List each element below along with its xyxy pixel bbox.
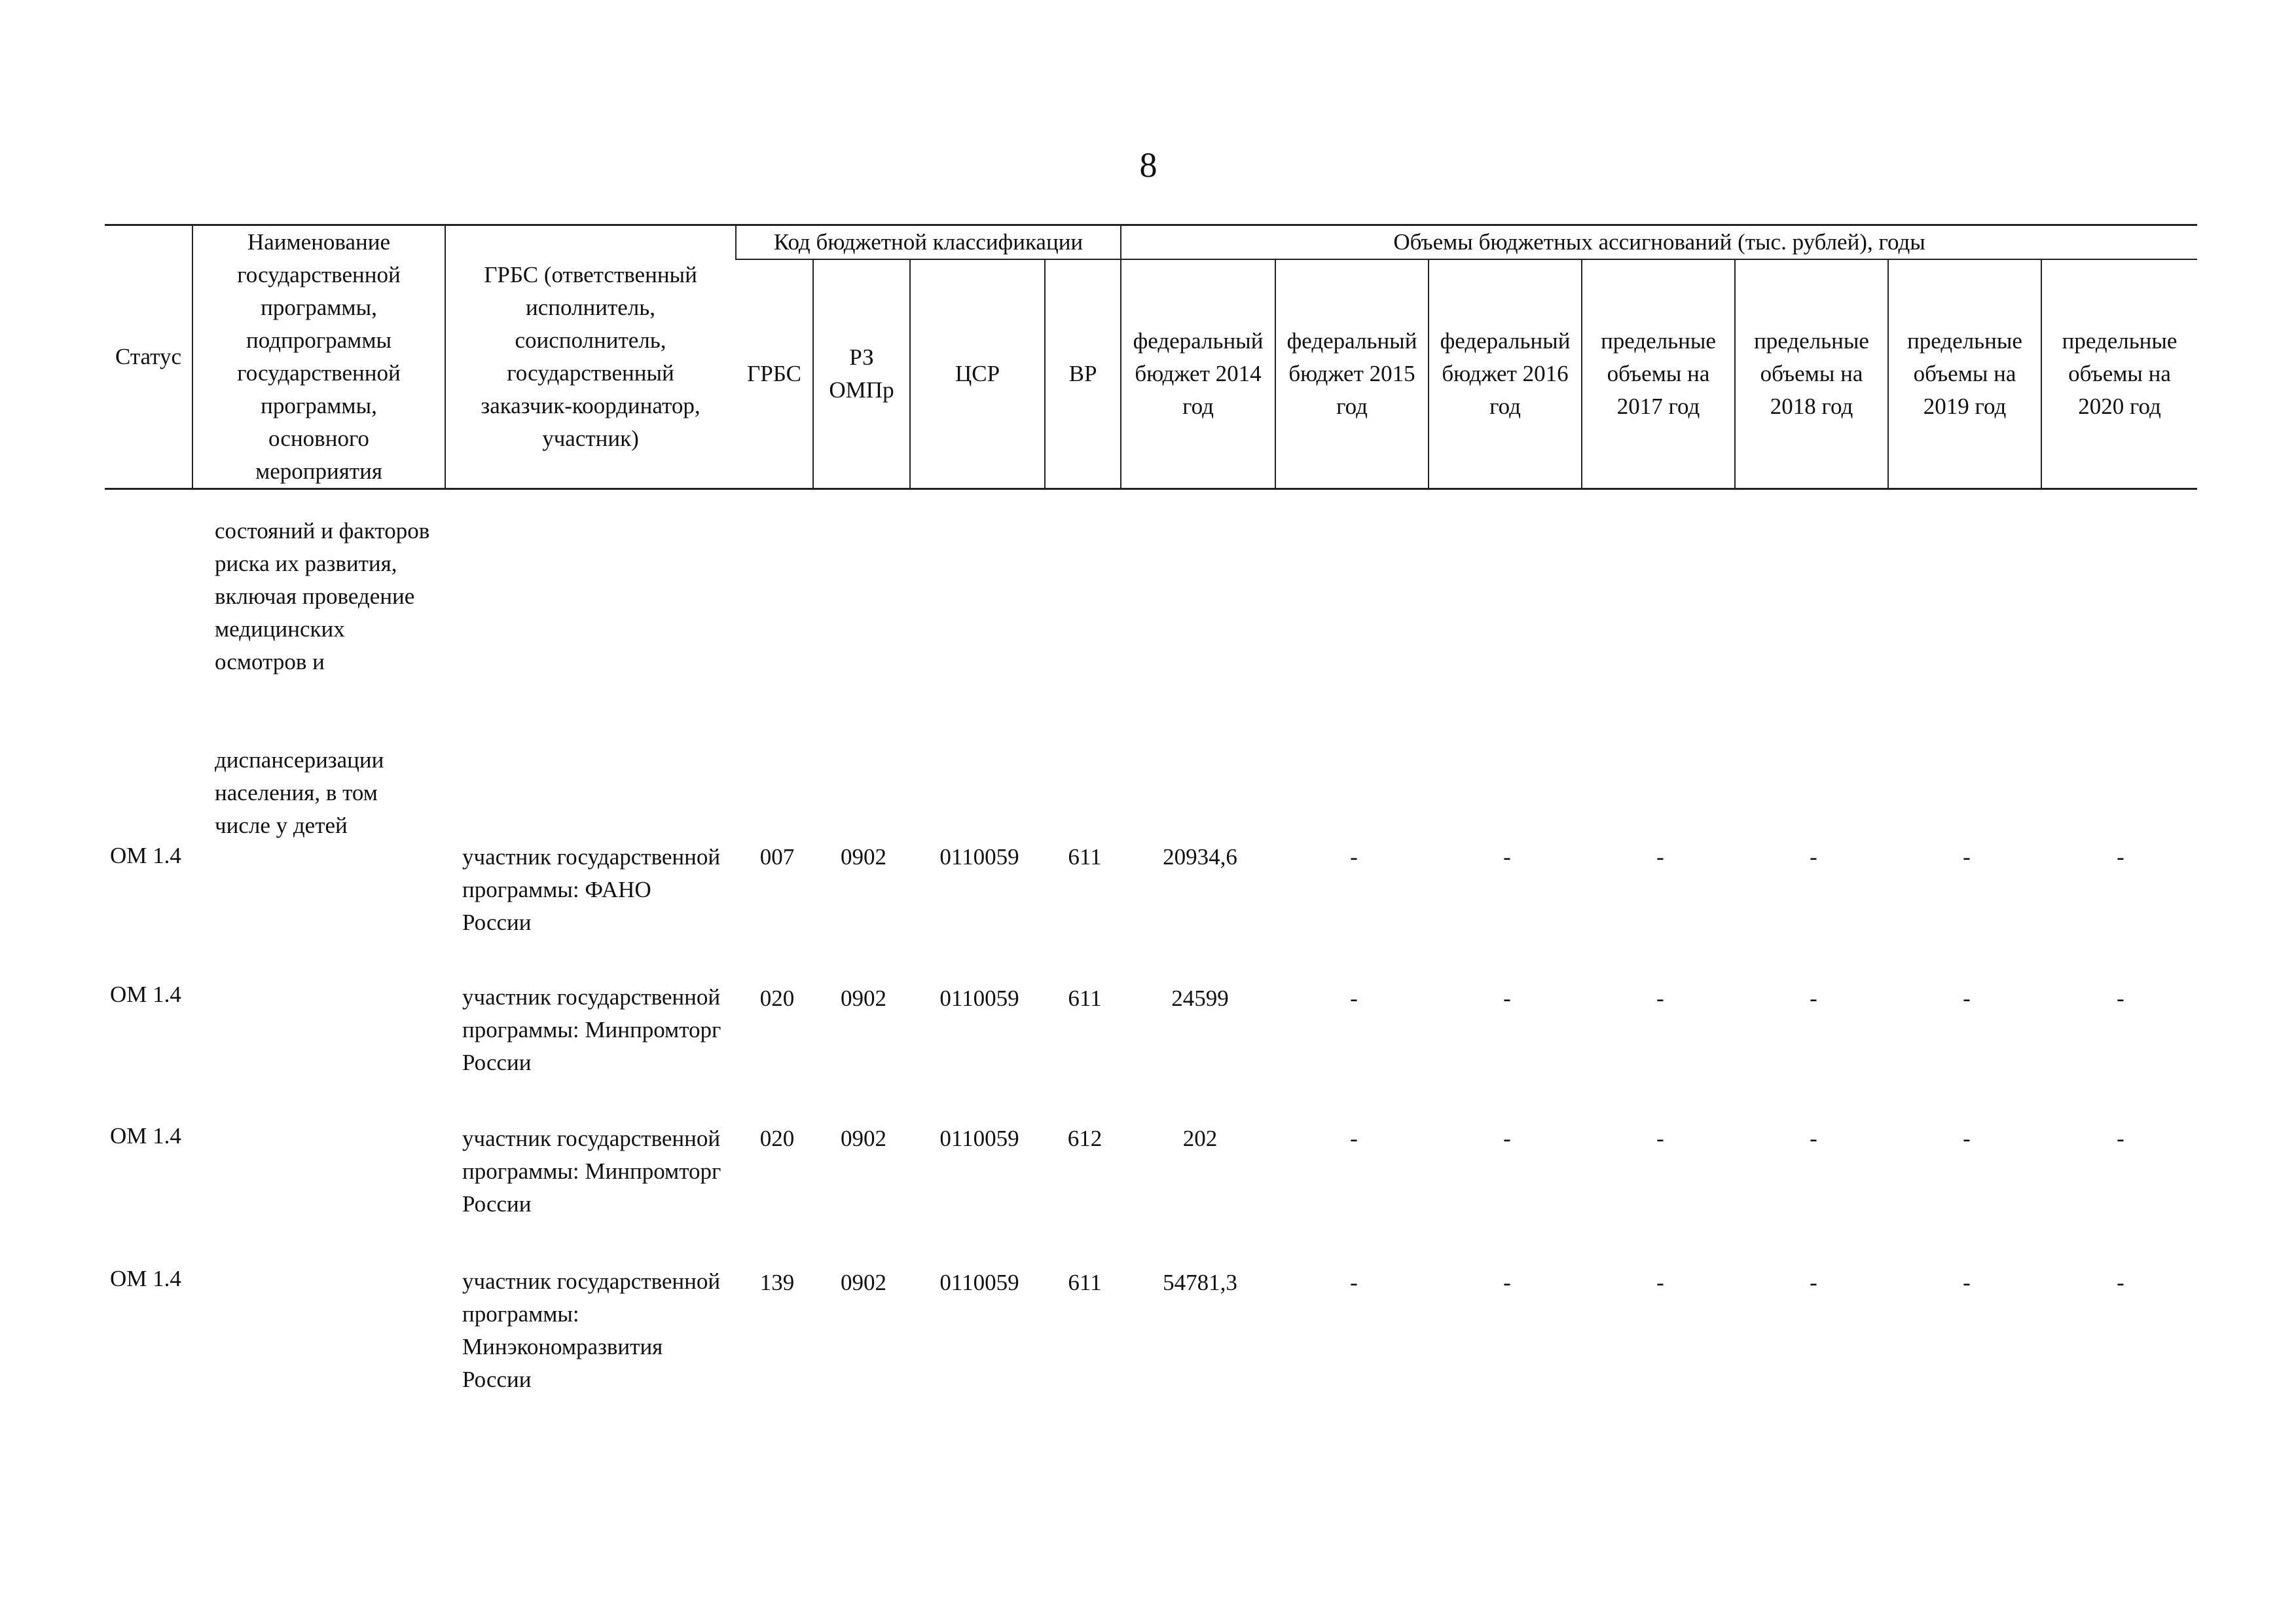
header-csr: ЦСР [910, 259, 1045, 489]
row-2019: - [1963, 1126, 1971, 1151]
row-2018: - [1810, 1126, 1817, 1151]
row-rz: 0902 [841, 1270, 886, 1295]
row-2015: - [1350, 1270, 1358, 1295]
row-rz: 0902 [841, 1126, 886, 1151]
row-2014: 20934,6 [1163, 844, 1237, 870]
row-2017: - [1656, 986, 1664, 1011]
row-status: ОМ 1.4 [110, 982, 181, 1007]
header-rz: РЗ ОМПр [813, 259, 910, 489]
row-2014: 202 [1182, 1126, 1218, 1151]
row-vr: 611 [1068, 986, 1102, 1011]
row-rz: 0902 [841, 844, 886, 870]
row-2015: - [1350, 986, 1358, 1011]
row-csr: 0110059 [939, 986, 1019, 1011]
header-2020: предельные объемы на 2020 год [2041, 259, 2197, 489]
row-status: ОМ 1.4 [110, 1123, 181, 1149]
row-status: ОМ 1.4 [110, 1266, 181, 1291]
row-grbs: 007 [759, 844, 795, 870]
row-2020: - [2117, 844, 2124, 870]
row-2015: - [1350, 844, 1358, 870]
table-header [105, 224, 2197, 490]
header-2018: предельные объемы на 2018 год [1735, 259, 1888, 489]
row-vr: 611 [1068, 844, 1102, 870]
row-2020: - [2117, 1126, 2124, 1151]
row-csr: 0110059 [939, 1126, 1019, 1151]
row-2019: - [1963, 1270, 1971, 1295]
row-2020: - [2117, 986, 2124, 1011]
row-vr: 612 [1067, 1126, 1102, 1151]
header-2014: федеральный бюджет 2014 год [1121, 259, 1275, 489]
row-2017: - [1656, 844, 1664, 870]
row-responsible: участник государственной программы: Минэкономразвития России [462, 1268, 721, 1392]
row-grbs: 020 [759, 986, 795, 1011]
header-2016: федеральный бюджет 2016 год [1429, 259, 1582, 489]
header-2015: федеральный бюджет 2015 год [1275, 259, 1429, 489]
header-volumes: Объемы бюджетных ассигнований (тыс. рублей), годы [1121, 225, 2197, 260]
row-2017: - [1656, 1270, 1664, 1295]
header-responsible: ГРБС (ответственный исполнитель, соисполнитель, государственный заказчик-координатор, участник) [445, 225, 736, 489]
row-2020: - [2117, 1270, 2124, 1295]
row-status: ОМ 1.4 [110, 843, 181, 868]
row-csr: 0110059 [939, 1270, 1019, 1295]
header-budget-code: Код бюджетной классификации [736, 225, 1121, 260]
row-2015: - [1350, 1126, 1358, 1151]
header-grbs: ГРБС [736, 259, 813, 489]
header-program-name: Наименование государственной программы, подпрограммы государственной программы, основного мероприятия [192, 225, 445, 489]
row-2016: - [1503, 1126, 1511, 1151]
row-2019: - [1963, 844, 1971, 870]
page-number: 8 [1139, 145, 1157, 185]
header-status: Статус [105, 225, 192, 489]
header-vr: ВР [1045, 259, 1121, 489]
row-2016: - [1503, 986, 1511, 1011]
row-2014: 54781,3 [1163, 1270, 1237, 1295]
program-name-continuation-2: диспансеризации населения, в том числе у детей [215, 747, 384, 838]
row-2014: 24599 [1171, 986, 1229, 1011]
row-csr: 0110059 [939, 844, 1019, 870]
row-2017: - [1656, 1126, 1664, 1151]
row-2016: - [1503, 1270, 1511, 1295]
row-2018: - [1810, 1270, 1817, 1295]
row-responsible: участник государственной программы: Минпромторг России [462, 1126, 721, 1217]
row-grbs: 020 [759, 1126, 795, 1151]
row-responsible: участник государственной программы: ФАНО России [462, 844, 721, 935]
header-2019: предельные объемы на 2019 год [1888, 259, 2041, 489]
header-2017: предельные объемы на 2017 год [1582, 259, 1735, 489]
row-grbs: 139 [759, 1270, 795, 1295]
row-2018: - [1810, 986, 1817, 1011]
row-2016: - [1503, 844, 1511, 870]
row-responsible: участник государственной программы: Минпромторг России [462, 984, 721, 1075]
row-2019: - [1963, 986, 1971, 1011]
row-rz: 0902 [841, 986, 886, 1011]
row-2018: - [1810, 844, 1817, 870]
program-name-continuation-1: состояний и факторов риска их развития, включая проведение медицинских осмотров и [215, 518, 430, 674]
row-vr: 611 [1068, 1270, 1102, 1295]
